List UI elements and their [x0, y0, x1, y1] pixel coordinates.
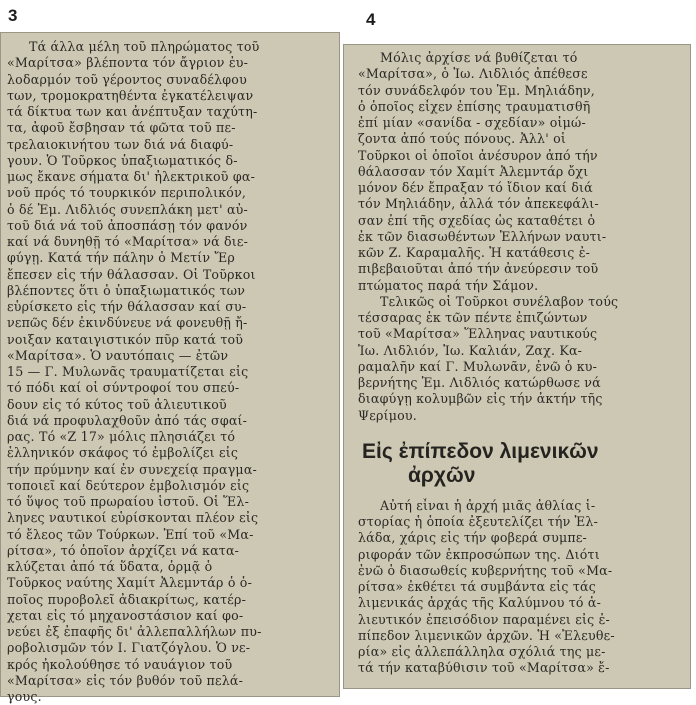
text-line: ἐκ τῶν διασωθέντων Ἑλλήνων ναυτι- [358, 228, 607, 244]
text-line: τα, ἀφοῦ ἔσβησαν τά φῶτα τοῦ πε- [7, 120, 236, 136]
column-number-3: 3 [8, 6, 18, 25]
text-line: πιβεβαιοῦται ἀπό τήν ἀνεύρεσιν τοῦ [358, 261, 599, 277]
text-line: τά τήν καταβύθισιν τοῦ «Μαρίτσα» ἔ- [358, 660, 610, 676]
column-3-text [7, 39, 325, 705]
text-line: τήν πρύμνην καί ἐν συνεχείᾳ πραγμα- [7, 461, 257, 477]
text-line: τό ἔλεος τῶν Τούρκων. Ἐπί τοῦ «Μα- [7, 526, 254, 542]
text-line: νοιξαν καταιγιστικόν πῦρ κατά τοῦ [7, 331, 244, 347]
text-line: ὁ δέ Ἐμ. Λιδλιός συνεπλάκη μετ' αὐ- [7, 201, 248, 217]
text-line: λάδα, χάρις εἰς τήν φοβερά συμπε- [358, 530, 588, 546]
column-4-text-top [358, 50, 678, 424]
text-line: διαφύγῃ κολυμβῶν εἰς τήν ἀκτήν τῆς [358, 391, 603, 407]
text-line: βερνήτης Ἐμ. Λιδλιός κατώρθωσε νά [358, 375, 601, 390]
text-line: τά δίκτυα των και ἀνέπτυξαν ταχύτη- [7, 104, 258, 119]
text-line: τό ὕψος τοῦ πρωραίου ἱστοῦ. Οἱ Ἕλ- [7, 494, 250, 509]
text-line: τοῦ «Μαρίτσα» Ἕλληνας ναυτικούς [358, 326, 598, 342]
text-line: λιμενικάς ἀρχάς τῆς Καλύμνου τό ἁ- [358, 595, 602, 611]
text-line: τόν Μηλιάδην, ἀλλά τόν ἀπεκεφάλι- [358, 196, 599, 212]
section-heading-line-2: ἀρχῶν [408, 463, 476, 487]
text-line: ζοντα ἀπό τούς πόνους. Ἀλλ' οἱ [358, 131, 567, 147]
text-line: τοποιεῖ καί δεύτερον ἐμβολισμόν εἰς [7, 477, 250, 493]
text-line: ὁ ὁποῖος εἶχεν ἐπίσης τραυματισθῆ [358, 98, 591, 114]
text-line: «Μαρίτσα», ὁ Ἰω. Λιδλιός ἀπέθεσε [358, 66, 588, 82]
text-line: «Μαρίτσα» βλέποντα τόν ἄγριον ἐυ- [7, 55, 249, 71]
text-line: Αὐτή εἶναι ἡ ἀρχή μιᾶς ἀθλίας ἱ- [380, 497, 596, 513]
text-line: νεπῶς δέν ἐκινδύνευε νά φονευθῇ ἤ- [7, 315, 248, 331]
text-line: καί νά δυνηθῇ τό «Μαρίτσα» νά διε- [7, 234, 249, 249]
text-line: τρελαιοκινήτου των διά νά διαφύ- [7, 136, 234, 152]
text-line: διά νά προφυλαχθοῦν ἀπό τάς σφαί- [7, 412, 248, 428]
text-line: Ψερίμου. [358, 407, 417, 423]
text-line: γους. [7, 689, 42, 704]
text-line: δουν εἰς τό κύτος τοῦ ἁλιευτικοῦ [7, 396, 227, 412]
text-line: τόν συνάδελφόν του Ἐμ. Μηλιάδην, [358, 82, 595, 98]
text-line: φύγῃ. Κατά τήν πάλην ὁ Μετίν Ἔρ [7, 250, 235, 266]
text-line: μως ἔκανε σήματα δι' ἠλεκτρικοῦ φα- [7, 169, 256, 184]
text-line: τέσσαρας ἐκ τῶν πέντε ἐπιζώντων [358, 310, 588, 325]
text-line: ρίτσα» ἐκθέτει τά συμβάντα εἰς τάς [358, 579, 596, 594]
text-line: Τοῦρκοι οἱ ὁποῖοι ἀνέσυρον ἀπό τήν [358, 147, 598, 163]
text-line: χεται εἰς τό μηχανοστάσιον καί φο- [7, 607, 244, 623]
text-line: θάλασσαν τόν Χαμίτ Ἀλεμντάρ ὄχι [358, 163, 589, 179]
text-line: γουν. Ὁ Τοῦρκος ὑπαξιωματικός δ- [7, 152, 238, 168]
text-line: σαν ἐπί τῆς σχεδίας ὡς καταθέτει ὁ [358, 212, 596, 228]
text-line: των, τρομοκρατηθέντα ἐγκατέλειψαν [7, 87, 254, 103]
text-line: στορίας ἡ ὁποία ἐξευτελίζει τήν Ἑλ- [358, 514, 599, 529]
text-line: πτώματος παρά τήν Σάμον. [358, 277, 539, 293]
text-line: ἐνῶ ὁ διασωθείς κυβερνήτης τοῦ «Μα- [358, 562, 613, 578]
text-line: 15 — Γ. Μυλωνᾶς τραυματίζεται εἰς [7, 364, 249, 379]
column-4-text-bottom [358, 498, 678, 677]
text-line: κρός ἠκολούθησε τό ναυάγιον τοῦ [7, 656, 233, 672]
text-line: νεύει ἐξ ἐπαφῆς δι' ἀλλεπαλλήλων πυ- [7, 624, 262, 639]
text-line: νοῦ πρός τό τουρκικόν περιπολικόν, [7, 185, 247, 201]
text-line: Ἰω. Λιδλιόν, Ἰω. Καλιάν, Ζαχ. Κα- [358, 342, 583, 358]
text-line: ἐπί μίαν «σανίδα - σχεδίαν» οἰμώ- [358, 115, 586, 130]
text-line: τό πόδι καί οἱ σύντροφοί του σπεύ- [7, 380, 240, 396]
text-line: Τά άλλα μέλη τοῦ πληρώματος τοῦ [29, 39, 260, 54]
text-line: ρας. Τό «Ζ 17» μόλις πλησιάζει τό [7, 429, 236, 444]
text-line: Τελικῶς οἱ Τοῦρκοι συνέλαβον τούς [380, 293, 619, 309]
newspaper-column-3 [0, 32, 340, 704]
text-line: βλέποντες ὅτι ὁ ὑπαξιωματικός των [7, 282, 246, 298]
text-line: «Μαρίτσα». Ὁ ναυτόπαις — ἐτῶν [7, 347, 229, 363]
text-line: μόνον δέν ἔπραξαν τό ἴδιον καί διά [358, 180, 593, 195]
text-line: κῶν Ζ. Καραμαλῆς. Ἡ κατάθεσις ἐ- [358, 245, 591, 260]
text-line: Μόλις ἀρχίσε νά βυθίζεται τό [380, 50, 578, 65]
text-line: κλύζεται ἀπό τά ὕδατα, ὁρμᾷ ὁ [7, 559, 213, 574]
text-line: εὑρίσκετο εἰς τήν θάλασσαν καί συ- [7, 299, 247, 314]
section-heading-line-1: Εἰς ἐπίπεδον λιμενικῶν [362, 439, 599, 463]
text-line: «Μαρίτσα» εἰς τόν βυθόν τοῦ πελά- [7, 672, 244, 688]
text-line: λοδαρμόν τοῦ γέροντος συναδέλφου [7, 71, 247, 87]
text-line: τοῦ διά νά τοῦ ἀποσπάσῃ τόν φανόν [7, 217, 248, 233]
text-line: ληνες ναυτικοί εὑρίσκονται πλέον εἰς [7, 510, 259, 526]
text-line: ρία» εἰς ἀλλεπάλληλα σχόλιά της με- [358, 644, 606, 659]
text-line: ρίτσα», τό ὁποῖον ἀρχίζει νά κατα- [7, 542, 240, 558]
text-line: ἑλληνικόν σκάφος τό ἐμβολίζει εἰς [7, 445, 239, 461]
text-line: ραμαλῆν καί Γ. Μυλωνᾶν, ἐνῶ ὁ κυ- [358, 358, 598, 374]
text-line: ποῖος πυροβολεῖ ἀδιακρίτως, κατέρ- [7, 591, 247, 607]
column-number-4: 4 [366, 10, 376, 29]
text-line: λιευτικόν ἐπεισόδιον παραμένει εἰς ἐ- [358, 611, 611, 627]
newspaper-column-4 [343, 44, 691, 689]
text-line: ροβολισμῶν τόν Ι. Γιατζόγλου. Ὁ νε- [7, 640, 251, 656]
text-line: Τοῦρκος ναύτης Χαμίτ Ἀλεμντάρ ὁ ὁ- [7, 575, 253, 591]
text-line: ἔπεσεν εἰς τήν θάλασσαν. Οἱ Τοῦρκοι [7, 266, 256, 282]
text-line: ριφοράν τῶν ἐκπροσώπων της. Διότι [358, 546, 600, 562]
section-heading [358, 440, 678, 488]
text-line: πίπεδον λιμενικῶν ἀρχῶν. Ἡ «Ἐλευθε- [358, 627, 615, 643]
